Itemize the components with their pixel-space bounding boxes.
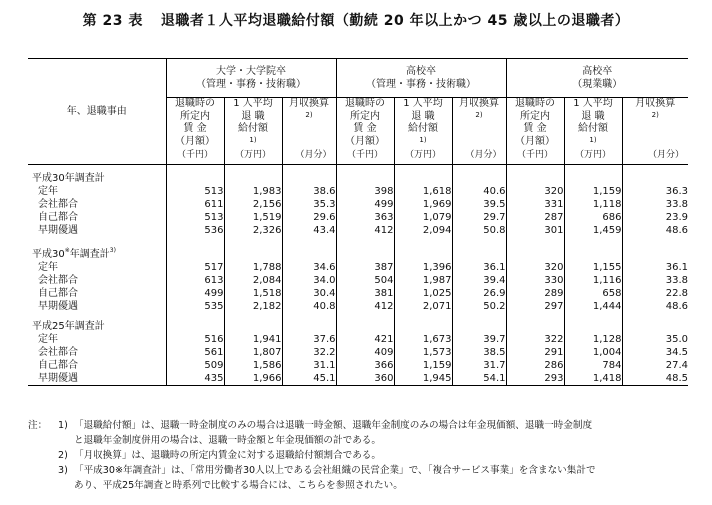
footnote-text: 「平成30※年調査計」は、「常用労働者30人以上である会社組織の民営企業」で、「複合サービス事業」を含まない集計で (74, 465, 596, 476)
table-cell: 286 (506, 359, 564, 372)
row-label: 定年 (38, 262, 58, 273)
spacer-cell (336, 165, 394, 173)
retirement-benefit-table (28, 58, 688, 386)
table-cell: 293 (506, 372, 564, 386)
table-cell: 1,983 (224, 185, 282, 198)
empty-cell (336, 244, 394, 261)
empty-cell (166, 172, 224, 185)
table-cell: 2,182 (224, 300, 282, 313)
empty-cell (622, 244, 688, 261)
empty-cell (564, 172, 622, 185)
column-header (166, 98, 224, 165)
table-cell: 289 (506, 287, 564, 300)
table-cell: 1,518 (224, 287, 282, 300)
spacer-cell (28, 165, 166, 173)
empty-cell (452, 244, 506, 261)
spacer-cell (452, 237, 506, 244)
table-cell: 535 (166, 300, 224, 313)
column-header-line: 所定内 (350, 110, 380, 122)
column-header-line: 月収換算 (289, 98, 329, 109)
empty-cell (282, 172, 336, 185)
column-note-ref: 1) (249, 135, 257, 144)
column-unit: （千円） (516, 149, 553, 160)
table-row (28, 287, 688, 300)
table-cell: 36.3 (622, 185, 688, 198)
table-cell: 31.7 (452, 359, 506, 372)
column-header (564, 98, 622, 165)
table-cell: 398 (336, 185, 394, 198)
table-cell: 509 (166, 359, 224, 372)
table-cell: 291 (506, 346, 564, 359)
table-cell: 330 (506, 274, 564, 287)
table-cell: 36.1 (622, 261, 688, 274)
table-cell: 387 (336, 261, 394, 274)
table-cell: 35.3 (282, 198, 336, 211)
row-label: 自己都合 (38, 360, 78, 371)
spacer-cell (282, 165, 336, 173)
table-cell: 1,519 (224, 211, 282, 224)
empty-cell (224, 172, 282, 185)
footnote-line (28, 463, 698, 478)
footnote-prefix: 注： (28, 420, 48, 431)
column-header-line: 賃 金 (523, 123, 547, 134)
column-unit: （千円） (346, 149, 383, 160)
spacer-cell (506, 313, 564, 320)
footnotes (28, 418, 698, 493)
table-cell: 658 (564, 287, 622, 300)
table-cell: 1,586 (224, 359, 282, 372)
table-cell: 366 (336, 359, 394, 372)
table-cell: 29.6 (282, 211, 336, 224)
footnote-number (58, 478, 74, 493)
table-cell: 513 (166, 211, 224, 224)
table-cell: 29.7 (452, 211, 506, 224)
footnote-line (28, 448, 698, 463)
table-cell: 32.2 (282, 346, 336, 359)
table-cell: 561 (166, 346, 224, 359)
table-cell: 34.0 (282, 274, 336, 287)
table-row (28, 300, 688, 313)
table-cell: 2,084 (224, 274, 282, 287)
row-label-header (28, 59, 166, 165)
table-cell: 1,116 (564, 274, 622, 287)
table-cell: 40.6 (452, 185, 506, 198)
footnote-prefix (28, 478, 58, 493)
table-cell: 1,396 (394, 261, 452, 274)
table-cell: 48.5 (622, 372, 688, 386)
footnote-number: 2) (58, 450, 68, 461)
table-row (28, 185, 688, 198)
table-cell: 26.9 (452, 287, 506, 300)
column-header (282, 98, 336, 165)
spacer-cell (452, 165, 506, 173)
row-label: 早期優遇 (38, 301, 78, 312)
column-header (622, 98, 688, 165)
table-cell: 38.6 (282, 185, 336, 198)
table-cell: 34.6 (282, 261, 336, 274)
table-cell: 1,118 (564, 198, 622, 211)
column-unit: （万円） (574, 149, 611, 160)
column-header-line: 賃 金 (183, 123, 207, 134)
group-title: 高校卒 (406, 66, 436, 77)
table-cell: 39.7 (452, 333, 506, 346)
table-cell: 363 (336, 211, 394, 224)
table-cell: 611 (166, 198, 224, 211)
empty-cell (394, 244, 452, 261)
footnote-prefix (28, 433, 58, 448)
table-cell: 381 (336, 287, 394, 300)
table-title-text: 退職者１人平均退職給付額（勤続 20 年以上かつ 45 歳以上の退職者） (160, 13, 630, 29)
column-header-line: 1 人平均 (403, 98, 443, 109)
empty-cell (452, 172, 506, 185)
footnote-number: 1) (58, 420, 68, 431)
footnote-text: と退職年金制度併用の場合は、退職一時金額と年金現価額の計である。 (74, 435, 381, 446)
spacer-cell (224, 237, 282, 244)
section-title-text: 平成30年調査計 (32, 173, 105, 184)
empty-cell (394, 172, 452, 185)
table-cell: 421 (336, 333, 394, 346)
row-label-text: 年、退職事由 (66, 106, 127, 117)
table-cell: 499 (336, 198, 394, 211)
table-cell: 45.1 (282, 372, 336, 386)
column-header-line: 月収換算 (459, 98, 499, 109)
footnote-text: あり、平成25年調査と時系列で比較する場合には、こちらを参照されたい。 (74, 480, 403, 491)
table-row (28, 274, 688, 287)
table-row (28, 359, 688, 372)
column-header-line: 所定内 (180, 110, 210, 122)
row-label: 会社都合 (38, 199, 78, 210)
table-row (28, 346, 688, 359)
table-row (28, 211, 688, 224)
group-header-univ (166, 59, 336, 98)
section-title-row (28, 320, 688, 333)
table-cell: 1,941 (224, 333, 282, 346)
table-cell: 1,159 (564, 185, 622, 198)
spacer-cell (506, 237, 564, 244)
table-row (28, 198, 688, 211)
table-cell: 1,159 (394, 359, 452, 372)
table-row (28, 333, 688, 346)
column-note-ref: 1) (419, 135, 427, 144)
footnote-number: 3) (58, 465, 68, 476)
table-cell: 517 (166, 261, 224, 274)
group-title: 大学・大学院卒 (216, 66, 286, 77)
column-header-line: 給付額 (578, 123, 608, 134)
group-subtitle: （管理・事務・技術職） (366, 79, 476, 90)
group-header-hs-office (336, 59, 506, 98)
table-cell: 287 (506, 211, 564, 224)
column-header-line: 退 職 (241, 110, 265, 122)
spacer-cell (166, 313, 224, 320)
table-cell: 50.2 (452, 300, 506, 313)
section-title-mark: ※ (64, 247, 70, 254)
table-cell: 2,071 (394, 300, 452, 313)
column-header-line: 退 職 (581, 110, 605, 122)
table-cell: 37.6 (282, 333, 336, 346)
column-unit: （月分） (295, 149, 332, 160)
table-cell: 1,444 (564, 300, 622, 313)
section-title (28, 244, 166, 261)
row-label: 定年 (38, 186, 58, 197)
empty-cell (282, 244, 336, 261)
table-cell: 38.5 (452, 346, 506, 359)
spacer-cell (166, 165, 224, 173)
table-cell: 536 (166, 224, 224, 237)
table-cell: 1,459 (564, 224, 622, 237)
table-cell: 36.1 (452, 261, 506, 274)
table-cell: 33.8 (622, 274, 688, 287)
row-label: 会社都合 (38, 347, 78, 358)
spacer-cell (224, 313, 282, 320)
footnote-line (28, 478, 698, 493)
table-cell: 1,418 (564, 372, 622, 386)
spacer-cell (564, 313, 622, 320)
table-row (28, 372, 688, 386)
table-cell: 322 (506, 333, 564, 346)
column-unit: （月分） (648, 149, 685, 160)
footnote-text: 「月収換算」は、退職時の所定内賃金に対する退職給付額割合である。 (74, 450, 381, 461)
spacer-cell (394, 165, 452, 173)
empty-cell (506, 172, 564, 185)
table-row (28, 224, 688, 237)
section-title-rest: 年調査計 (69, 249, 110, 260)
row-label: 会社都合 (38, 275, 78, 286)
section-title (28, 172, 166, 185)
column-header (506, 98, 564, 165)
table-cell: 320 (506, 261, 564, 274)
spacer-cell (336, 237, 394, 244)
table-cell: 1,788 (224, 261, 282, 274)
row-label: 自己都合 (38, 212, 78, 223)
table-cell: 22.8 (622, 287, 688, 300)
spacer-cell (394, 237, 452, 244)
table-cell: 34.5 (622, 346, 688, 359)
footnote-prefix (28, 448, 58, 463)
table-cell: 513 (166, 185, 224, 198)
empty-cell (336, 172, 394, 185)
table-cell: 504 (336, 274, 394, 287)
table-cell: 1,079 (394, 211, 452, 224)
column-note-ref: 1) (589, 135, 597, 144)
empty-cell (506, 244, 564, 261)
header-group-row (28, 59, 688, 98)
footnote-line (28, 433, 698, 448)
empty-cell (166, 244, 224, 261)
empty-cell (394, 320, 452, 333)
table-cell: 48.6 (622, 224, 688, 237)
column-header-line: 所定内 (520, 110, 550, 122)
column-unit: （千円） (176, 149, 213, 160)
table-cell: 23.9 (622, 211, 688, 224)
table-cell: 48.6 (622, 300, 688, 313)
empty-cell (622, 172, 688, 185)
spacer-cell (452, 313, 506, 320)
table-cell: 31.1 (282, 359, 336, 372)
empty-cell (336, 320, 394, 333)
table-cell: 1,573 (394, 346, 452, 359)
table-title (0, 10, 712, 30)
table-cell: 435 (166, 372, 224, 386)
spacer-cell (622, 237, 688, 244)
column-header (224, 98, 282, 165)
column-header (394, 98, 452, 165)
column-header-line: 賃 金 (353, 123, 377, 134)
footnote-number (58, 433, 74, 448)
table-cell: 2,156 (224, 198, 282, 211)
section-title-text: 平成25年調査計 (32, 321, 105, 332)
footnote-line (28, 418, 698, 433)
spacer-cell (564, 237, 622, 244)
column-header-line: 退職時の (345, 98, 385, 109)
section-title-text: 平成30 (32, 249, 65, 260)
spacer-cell (564, 165, 622, 173)
row-label: 定年 (38, 334, 58, 345)
table-cell: 50.8 (452, 224, 506, 237)
spacer-cell (28, 237, 166, 244)
column-note-ref: 2) (305, 110, 313, 119)
spacer-row (28, 165, 688, 173)
column-header-line: （月額） (515, 135, 555, 147)
spacer-cell (224, 165, 282, 173)
table-cell: 2,094 (394, 224, 452, 237)
row-label: 早期優遇 (38, 225, 78, 236)
table-cell: 1,673 (394, 333, 452, 346)
empty-cell (506, 320, 564, 333)
group-subtitle: （現業職） (572, 79, 623, 90)
table-cell: 1,004 (564, 346, 622, 359)
table-cell: 784 (564, 359, 622, 372)
column-header-line: 退職時の (515, 98, 555, 109)
table-cell: 1,155 (564, 261, 622, 274)
section-title (28, 320, 166, 333)
table-cell: 54.1 (452, 372, 506, 386)
empty-cell (452, 320, 506, 333)
column-note-ref: 2) (475, 110, 483, 119)
table-cell: 1,807 (224, 346, 282, 359)
table-cell: 39.5 (452, 198, 506, 211)
footnote-text: 「退職給付額」は、退職一時金制度のみの場合は退職一時金額、退職年金制度のみの場合は年金現価額、退職一時金制度 (74, 420, 593, 431)
table-cell: 1,618 (394, 185, 452, 198)
column-header-line: 給付額 (408, 123, 438, 134)
table-cell: 320 (506, 185, 564, 198)
empty-cell (166, 320, 224, 333)
spacer-cell (166, 237, 224, 244)
column-unit: （万円） (404, 149, 441, 160)
table-number: 第 23 表 (82, 13, 143, 29)
spacer-cell (336, 313, 394, 320)
table-cell: 360 (336, 372, 394, 386)
table-cell: 1,969 (394, 198, 452, 211)
table-cell: 1,945 (394, 372, 452, 386)
empty-cell (224, 320, 282, 333)
section-title-row (28, 172, 688, 185)
table-cell: 40.8 (282, 300, 336, 313)
spacer-cell (622, 313, 688, 320)
empty-cell (622, 320, 688, 333)
table-row (28, 261, 688, 274)
column-header-line: 月収換算 (635, 98, 676, 109)
section-note-ref: 3) (109, 247, 116, 254)
table-cell: 1,966 (224, 372, 282, 386)
column-header-line: 退職時の (175, 98, 215, 109)
table-cell: 412 (336, 300, 394, 313)
column-unit: （月分） (465, 149, 502, 160)
table-cell: 2,326 (224, 224, 282, 237)
column-header-line: （月額） (345, 135, 385, 147)
table-cell: 409 (336, 346, 394, 359)
column-note-ref: 2) (651, 110, 659, 119)
table-cell: 301 (506, 224, 564, 237)
table-cell: 27.4 (622, 359, 688, 372)
table-cell: 33.8 (622, 198, 688, 211)
group-title: 高校卒 (582, 66, 613, 77)
column-unit: （万円） (234, 149, 271, 160)
group-header-hs-production (506, 59, 688, 98)
empty-cell (224, 244, 282, 261)
table-body (28, 165, 688, 386)
spacer-cell (622, 165, 688, 173)
spacer-cell (282, 313, 336, 320)
group-subtitle: （管理・事務・技術職） (196, 79, 306, 90)
empty-cell (564, 320, 622, 333)
empty-cell (282, 320, 336, 333)
spacer-cell (506, 165, 564, 173)
table-cell: 1,987 (394, 274, 452, 287)
table-cell: 1,128 (564, 333, 622, 346)
spacer-row (28, 313, 688, 320)
footnote-prefix (28, 463, 58, 478)
spacer-cell (394, 313, 452, 320)
table-cell: 499 (166, 287, 224, 300)
row-label: 早期優遇 (28, 372, 166, 386)
column-header-line: 退 職 (411, 110, 435, 122)
table-cell: 613 (166, 274, 224, 287)
table-cell: 39.4 (452, 274, 506, 287)
table-cell: 43.4 (282, 224, 336, 237)
column-header-line: 給付額 (238, 123, 268, 134)
table-cell: 30.4 (282, 287, 336, 300)
column-header (336, 98, 394, 165)
spacer-cell (28, 313, 166, 320)
table-cell: 331 (506, 198, 564, 211)
column-header (452, 98, 506, 165)
column-header-line: 1 人平均 (573, 98, 613, 109)
column-header-line: 1 人平均 (233, 98, 273, 109)
spacer-cell (282, 237, 336, 244)
table-cell: 412 (336, 224, 394, 237)
section-title-row (28, 244, 688, 261)
table-cell: 516 (166, 333, 224, 346)
table-cell: 1,025 (394, 287, 452, 300)
spacer-row (28, 237, 688, 244)
table-cell: 686 (564, 211, 622, 224)
row-label: 自己都合 (38, 288, 78, 299)
table-cell: 35.0 (622, 333, 688, 346)
empty-cell (564, 244, 622, 261)
column-header-line: （月額） (175, 135, 215, 147)
table-cell: 297 (506, 300, 564, 313)
